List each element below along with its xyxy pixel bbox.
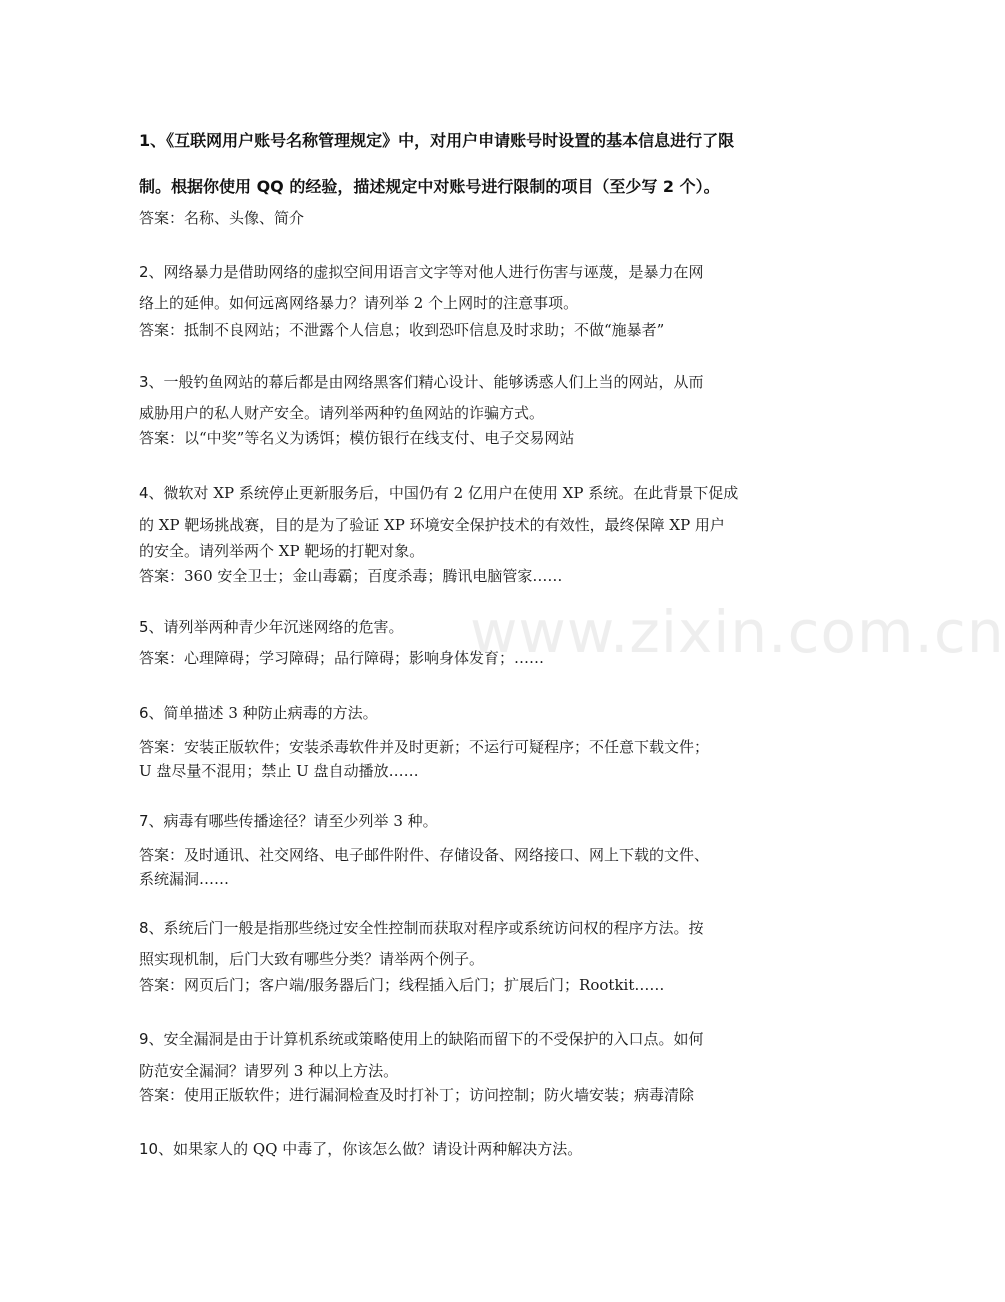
question-10-number: 10、 [139, 1140, 174, 1158]
answer-7-line-1: 答案：及时通讯、社交网络、电子邮件附件、存储设备、网络接口、网上下载的文件、 [139, 846, 710, 864]
question-5-text: 请列举两种青少年沉迷网络的危害。 [163, 618, 404, 636]
answer-6-line-2: U 盘尽量不混用；禁止 U 盘自动播放…… [139, 762, 419, 780]
question-2-line-2: 络上的延伸。如何远离网络暴力？请列举 2 个上网时的注意事项。 [139, 294, 579, 312]
answer-4: 答案：360 安全卫士；金山毒霸；百度杀毒；腾讯电脑管家…… [139, 567, 563, 585]
question-9-number: 9、 [139, 1030, 164, 1048]
question-2-number: 2、 [139, 263, 164, 281]
question-3-line-2: 威胁用户的私人财产安全。请列举两种钓鱼网站的诈骗方式。 [139, 404, 545, 422]
question-10-line-1 [139, 1139, 582, 1159]
answer-7-line-2: 系统漏洞…… [139, 870, 230, 888]
question-1-text: 《互联网用户账号名称管理规定》中，对用户申请账号时设置的基本信息进行了限 [166, 131, 735, 150]
question-8-text: 系统后门一般是指那些绕过安全性控制而获取对程序或系统访问权的程序方法。按 [163, 919, 704, 937]
question-8-number: 8、 [139, 919, 164, 937]
question-4-number: 4、 [139, 484, 164, 502]
question-3-text: 一般钓鱼网站的幕后都是由网络黑客们精心设计、能够诱惑人们上当的网站，从而 [163, 373, 704, 391]
question-10-text: 如果家人的 QQ 中毒了，你该怎么做？请设计两种解决方法。 [173, 1140, 583, 1158]
question-4-line-1 [139, 483, 738, 503]
question-6-number: 6、 [139, 704, 164, 722]
question-5-number: 5、 [139, 618, 164, 636]
question-9-text: 安全漏洞是由于计算机系统或策略使用上的缺陷而留下的不受保护的入口点。如何 [163, 1030, 704, 1048]
question-6-text: 简单描述 3 种防止病毒的方法。 [163, 704, 378, 722]
answer-3: 答案：以“中奖”等名义为诱饵；模仿银行在线支付、电子交易网站 [139, 429, 575, 447]
answer-1: 答案：名称、头像、简介 [139, 209, 305, 227]
answer-5: 答案：心理障碍；学习障碍；品行障碍；影响身体发育；…… [139, 649, 545, 667]
question-5-line-1 [139, 617, 404, 637]
question-3-line-1 [139, 372, 704, 392]
question-8-line-1 [139, 918, 704, 938]
answer-2: 答案：抵制不良网站；不泄露个人信息；收到恐吓信息及时求助；不做“施暴者” [139, 321, 665, 339]
question-2-line-1 [139, 262, 704, 282]
answer-8: 答案：网页后门；客户端/服务器后门；线程插入后门；扩展后门；Rootkit…… [139, 976, 665, 994]
question-6-line-1 [139, 703, 378, 723]
question-4-line-2: 的 XP 靶场挑战赛，目的是为了验证 XP 环境安全保护技术的有效性，最终保障 XP 用户 [139, 516, 725, 534]
question-1-line-1 [139, 131, 734, 151]
question-1-line-2: 制。根据你使用 QQ 的经验，描述规定中对账号进行限制的项目（至少写 2 个）。 [139, 177, 720, 196]
answer-9: 答案：使用正版软件；进行漏洞检查及时打补丁；访问控制；防火墙安装；病毒清除 [139, 1086, 695, 1104]
watermark: www.zixin.com.cn [470, 598, 1005, 666]
question-4-text: 微软对 XP 系统停止更新服务后，中国仍有 2 亿用户在使用 XP 系统。在此背景下促成 [163, 484, 739, 502]
question-1-number: 1、 [139, 131, 167, 150]
question-2-text: 网络暴力是借助网络的虚拟空间用语言文字等对他人进行伤害与诬蔑，是暴力在网 [163, 263, 704, 281]
question-7-line-1 [139, 811, 438, 831]
question-3-number: 3、 [139, 373, 164, 391]
question-9-line-1 [139, 1029, 704, 1049]
question-4-line-3: 的安全。请列举两个 XP 靶场的打靶对象。 [139, 542, 425, 560]
question-9-line-2: 防范安全漏洞？请罗列 3 种以上方法。 [139, 1062, 399, 1080]
answer-6-line-1: 答案：安装正版软件；安装杀毒软件并及时更新；不运行可疑程序；不任意下载文件； [139, 738, 710, 756]
question-8-line-2: 照实现机制，后门大致有哪些分类？请举两个例子。 [139, 950, 485, 968]
question-7-text: 病毒有哪些传播途径？请至少列举 3 种。 [163, 812, 438, 830]
question-7-number: 7、 [139, 812, 164, 830]
